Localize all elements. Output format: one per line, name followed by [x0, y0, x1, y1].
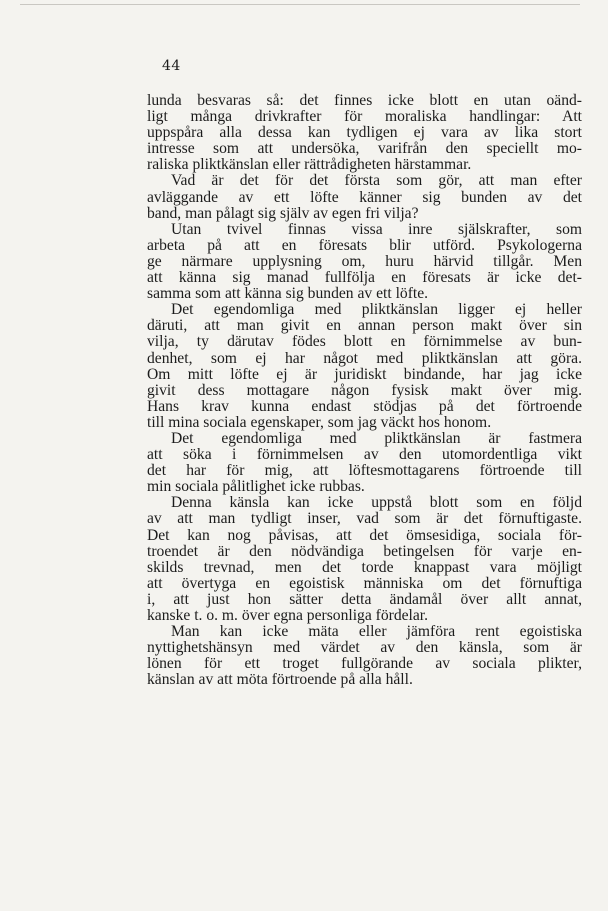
text-line: vilja, ty därutav födes blott en förnimmelse av bun-	[147, 333, 582, 351]
text-line: intresse som att undersöka, varifrån den speciellt mo-	[147, 140, 582, 158]
text-line: Hans krav kunna endast stödjas på det förtroende	[147, 397, 582, 415]
text-line: att känna sig manad fullfölja en föresats är icke det-	[147, 269, 582, 287]
text-line: min sociala pålitlighet icke rubbas.	[147, 478, 365, 496]
text-line: arbeta på att en föresats blir utförd. Psykologerna	[147, 236, 582, 254]
page-top-edge	[20, 4, 580, 5]
text-line: nyttighetshänsyn med värdet av den känsla, som är	[147, 639, 582, 657]
text-line: Om mitt löfte ej är juridiskt bindande, har jag icke	[147, 365, 582, 383]
text-line: lönen för ett troget fullgörande av sociala plikter,	[147, 655, 582, 673]
text-line: av att man tydligt inser, vad som är det förnuftigaste.	[147, 510, 582, 528]
text-line: avläggande av ett löfte känner sig bunden av det	[147, 188, 582, 206]
text-line: Vad är det för det första som gör, att man efter	[171, 172, 582, 190]
text-line: troendet är den nödvändiga betingelsen för varje en-	[147, 542, 582, 560]
text-line: kanske t. o. m. över egna personliga fördelar.	[147, 607, 429, 624]
text-line: i, att just hon sätter detta ändamål över allt annat,	[147, 590, 582, 608]
body-text	[147, 93, 582, 688]
text-line: givit dess mottagare någon fysisk makt över mig.	[147, 381, 582, 399]
text-line: att söka i förnimmelsen av den utomordentliga vikt	[147, 446, 582, 464]
text-line: lunda besvaras så: det finnes icke blott en utan oänd-	[147, 92, 582, 109]
text-line: Denna känsla kan icke uppstå blott som en följd	[171, 494, 582, 512]
text-line: Det egendomliga med pliktkänslan ligger ej heller	[171, 301, 582, 319]
text-line: Det egendomliga med pliktkänslan är fastmera	[171, 429, 582, 447]
text-line: uppspåra alla dessa kan tydligen ej vara av lika stort	[147, 124, 582, 142]
text-line: denhet, som ej har något med pliktkänslan att göra.	[147, 349, 582, 367]
text-line: raliska pliktkänslan eller rättrådigheten härstammar.	[147, 156, 472, 174]
text-line: Det kan nog påvisas, att det ömsesidiga, sociala för-	[147, 526, 582, 544]
text-line: ligt många drivkrafter för moraliska handlingar: Att	[147, 108, 582, 126]
text-line: Utan tvivel finnas vissa inre själskrafter, som	[171, 220, 582, 238]
text-line: ge närmare upplysning om, huru härvid tillgår. Men	[147, 252, 582, 270]
text-line: skilds trevnad, men det torde knappast vara möjligt	[147, 558, 582, 576]
text-line: det har för mig, att löftesmottagarens förtroende till	[147, 462, 582, 480]
text-line: Man kan icke mäta eller jämföra rent egoistiska	[171, 623, 582, 641]
text-line: att övertyga en egoistisk människa om det förnuftiga	[147, 574, 582, 592]
text-line: band, man pålagt sig själv av egen fri vilja?	[147, 204, 419, 222]
text-line: till mina sociala egenskaper, som jag väckt hos honom.	[147, 413, 492, 431]
text-line: däruti, att man givit en annan person makt över sin	[147, 317, 582, 335]
text-line: samma som att känna sig bunden av ett löfte.	[147, 285, 429, 303]
text-line: känslan av att möta förtroende på alla håll.	[147, 671, 413, 689]
page-number: 44	[162, 58, 181, 74]
